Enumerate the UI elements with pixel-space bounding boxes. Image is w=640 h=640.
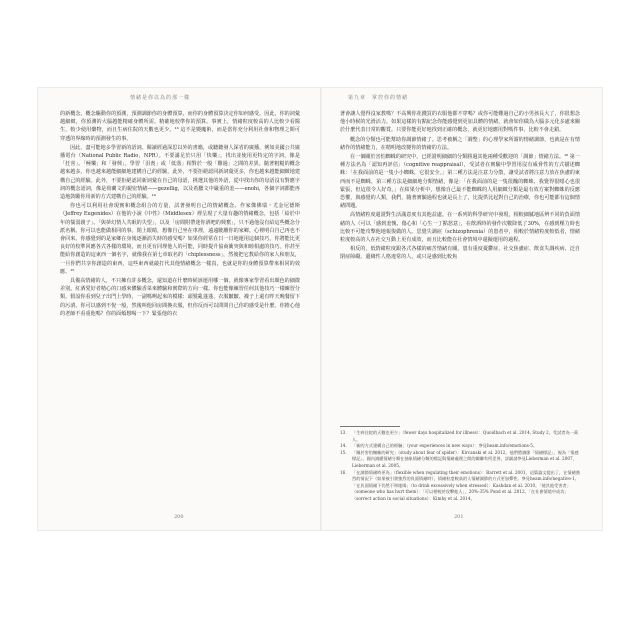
footnote-number: 14. [340,443,347,449]
right-page-body [340,110,580,263]
paragraph: 相反的，低情緒粒度跟各式各樣的痛苦情緒有關。患有重度憂鬱症、社交焦慮症、飲食失調疾病、泛自閉症障礙、邊緣性人格違常的人，或只是感到比較焦 [340,246,580,261]
footnote-text: 「生病住院的天數也更少」（fewer days hospitalized for illness）：Quoidbach et al. 2014, Study 2，受試者為一萬人。 [352,430,579,442]
footnote [340,470,580,503]
footnotes [340,430,580,503]
footnote [340,443,580,450]
paragraph: 具備高情緒的人，不只擁有許多概念，還知道在什麼時候該運用哪一個，就像專家學習看出顏色的細微差別。紅酒愛好者精心的口感來體驗香菜來體驗和實際的方向一樣。你也能像練習任何其他技巧一樣練習分類。假設你看到兒子出門上學時，一副嗎咧起來的模樣：頭髮亂蓬蓬、衣服皺皺、襪子上還有昨天晚餐留下的污漬。你可以感到不悅一般，然後叫他回房間換衣服，但你反而可以問問自己你的感受是什麼。你擔心他的老師不看重他嗎？你的面頰想喝一下？緊張他的衣 [60,278,300,317]
footnote-number: 13. [340,430,347,435]
right-page-number: 201 [454,514,464,520]
left-page [60,88,300,530]
footnote-number: 16. [340,469,347,475]
paragraph: 因此，盡可能地多學習新的語詞。閱讀經過深思以外的書籍，或聽聽發人深省的廣播，例如美國公共廣播電台（National Public Radio，NPR）。不要滿足於只用「快樂」，找出並使用更特定的字詞，像是「狂喜」、「極樂」和「發興」。學習「沮喪」或「低落」相對於一般「難過」之間的差異。隨著粗糙的概念越來越多，你也越來越能細細地建構自己的經驗，此外，不要拒絕認同新詞彙更多，你也越來越能細緻地建構自己的經驗。此外，不要拒絕認同新詞彙在自己的母語，挑選其他的外語，從中找出你的母語沒有對應字詞的概念語詞，像是荷蘭文的親密情緒——gezellig，以及希臘文中嚴重的羞——enohi，各個字詞都能再造地鼓勵你用新的方式建構自己的經驗。¹⁴ [60,144,300,201]
footnote [340,450,580,470]
right-page [340,88,580,530]
paragraph: 高情緒粒度還證對生活滿意度有其他益處。在一系列的科學研究中發現，相較細膩地區辨不同的負面情緒的人（可以「感到羞愧、傷心和「心生一丁點怒意」，在飲酒時的發作次數降低了30%，在感到壓力時也比較不可能攻擊他地報復做的人。思覺失調症（schizophrenia）的患者中，相較於情緒粒度較低者，情緒粒度較高的人在社交互動上更有成效，而且比較能在社會情境中還擬運用的過程。 [340,212,580,244]
footnote-text: 「新的方式建構自己的經驗」（your experiences in new ways）：參見heam.info/emotions-5。 [352,443,538,449]
paragraph: 概念的分類也可能幫助你調節情緒了。思考被稱之「調整」的心理學家所謂的情緒調節，也就是在有情緒作的情緒能力，在精明地改變你的情緒的方法。 [340,136,580,151]
footnote-text: 「在調節情緒時更為」（flexible when regulating their emotions）：Barrett et al. 2001，這篇論文提出了，在情緒強烈的情況下（如果被引發強烈的負面情緒時），情緒粒度較高的人情緒調節的方式更加彈性。參見heam.info/negative-1。「在負面情緒下仍然不和地喝」（to drink excessively when stressed）：Kashdan et al. 2010。「使其他受害者」（someone who has hurt them）：「可以相較於攻擊他人」，20%-35% Pond et al. 2012。「在社會情境中成功」（sorrect action in social situations）：Kimhy et al. 2014。 [352,469,580,501]
footnote [340,430,580,443]
paragraph: 的新概念，概念驅動你的預測，預測調節你的身體預算，而你的身體預算決定你如何感受。因此，你的詞彙越細緻，你預測的大腦越能精確身體所需。精確地校準你的預算。事實上，情緒粒度較高的人比較少看醫生，較少使用藥物，而且生病住院的天數也更少。¹³ 這不是變魔術，而是當你充分利用社會和物理之間可穿透的界線時的預測發生的事。 [60,111,300,142]
page-gutter [320,88,322,530]
book-spread [38,88,602,530]
left-running-head: 情緒是你以為的那一樣 [130,95,191,101]
footnote-text: 「關於害怕蜘蛛的研究」（study about fear of spider）：Kircanski et al. 2012。他們將調節「情緒標記」，視為「情感標記」。國內減緩情緒分類在抽象情緒分類的標記與情緒處理之間的關聯有所差異，詳細請參見Lieberman et al. 2007、Lieberman et al. 2005。 [352,449,579,468]
paragraph: 著會讓人覺得沒家教嗎？不高興你花錢買的衣服他都不穿嗎？或你可能難過自己的小男孩長大了，你很想念他小時候的光滑活力。如果這樣的有點紀念你能感覺到更加具體的情緒，就會如你做為大腦多元化多處來關於什麼代表日常的觀賞。只要你能更好地找到正確的概念，就更好地應用對嗎件事，比較不會走錯。 [340,111,580,134]
footnote-rule [340,426,400,427]
paragraph: 在一個關於害怕蜘蛛的研究中，已經證明細細的分類勝過其他兩種受歡迎的「調節」情緒方法。¹⁶ 第一種方法名為「認知再評估」（cognitive reappraisal），受試者在實驗中學習用沒有威脅性的方式描述蜘蛛：「在我面前的是一隻小小蜘蛛，它很安全。」第二種方法是注意力分散，讓受試者將注意力放在焦慮的東西而不是蜘蛛，第三種方法是細細地分類情緒，像是：「在我面前的是一隻很醜的蜘蛛，我覺得很噁心也很緊張，但這很令人好奇。」在結果分析中，想像自己最不能蜘蛛的人用細緻分類是最有效方案對蜘蛛的反應恐懼，與感覺的人類，我們，隨著實驗過程也就是長上了，比提供比起對自己的治療，你也可能都有這個情緒問題。 [340,154,580,210]
right-running-head: 第九章 掌控你的情緒 [348,95,409,101]
footnote-number: 15. [340,449,347,455]
paragraph: 你也可以利用社會現實和概念組合的方量，試著發明自己的情緒概念。作家傑佛瑞・尤金尼德斯（Jeffrey Eugenides）在他的小說《中性》（Middlesex）裡呈現了大量有趣的情緒概念，包括「給於中年的懦弱親子」、「與夢幻情人共眠的失望」，以及「房間附帶迷你酒吧的興奮」，只不過他沒有給這些概念分派名稱。你可以也能做相同的事。閉上眼睛，想像自己坐在車裡，遠遠駛離你的家鄉。心裡明白自己再也不會回來。你感覺到的是家鄉在身後逐漸消失時的感受嗎？如果你經常在日一日地運用這個技巧，你將能比更良好的校準回應各式各樣的環境，而且更有同理他人的可能，同時提升協商衝突與和睦相處的技巧。你甚至能給你創造的這東西一個名字，就像我在第七章取名的「chiplessness」，然後把它教給你的家人和朋友，一旦你們共享你創造的東西，這些東西就敲打代其他情緒概念一樣真，也就是你的身體預算帶來相同的效應。¹⁵ [60,203,300,275]
left-page-body [60,110,300,319]
left-page-number: 200 [174,514,184,520]
